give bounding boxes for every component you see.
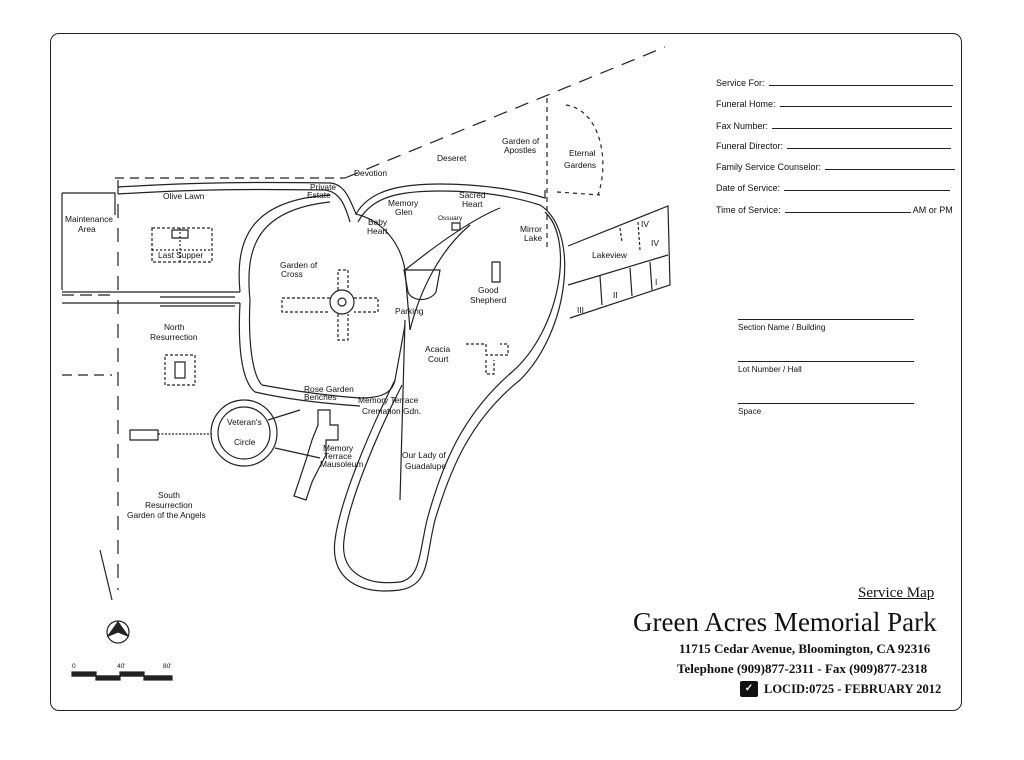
phone-line: Telephone (909)877-2311 - Fax (909)877-2318 bbox=[677, 661, 928, 676]
funeral-director-field[interactable] bbox=[787, 148, 951, 149]
lot-number-label: Lot Number / Hall bbox=[738, 365, 802, 374]
form-row-date-of-service bbox=[716, 183, 950, 193]
lot-number-hall-line[interactable] bbox=[738, 361, 914, 374]
label-ossuary: Ossuary bbox=[438, 215, 463, 222]
locid-line bbox=[740, 681, 941, 697]
space-label: Space bbox=[738, 407, 762, 416]
map-linework bbox=[62, 47, 670, 680]
label-lakeview: Lakeview bbox=[592, 250, 627, 260]
funeral-home-field[interactable] bbox=[780, 106, 952, 107]
form-row-service-for bbox=[716, 78, 953, 88]
form-row-fax-number bbox=[716, 121, 952, 131]
form-label: Fax Number: bbox=[716, 121, 769, 131]
label-section-iii: III bbox=[577, 305, 584, 315]
label-south-resurrection: South Resurrection Garden of the Angels bbox=[127, 490, 206, 520]
form-row-funeral-home bbox=[716, 99, 952, 109]
label-eternal-gardens: Eternal Gardens bbox=[564, 148, 597, 170]
label-last-supper: Last Supper bbox=[158, 250, 204, 260]
label-north-resurrection: North Resurrection bbox=[150, 322, 198, 342]
scale-label-0: 0 bbox=[72, 663, 76, 670]
label-parking: Parking bbox=[395, 306, 424, 316]
label-veterans-circle: Veteran's Circle bbox=[227, 417, 262, 447]
label-maintenance-area: Maintenance Area bbox=[65, 214, 113, 234]
label-memory-glen: Memory Glen bbox=[388, 198, 419, 217]
label-olive-lawn: Olive Lawn bbox=[163, 191, 205, 201]
form-label: Time of Service: bbox=[716, 205, 781, 215]
scale-label-80: 80' bbox=[163, 663, 172, 670]
label-memory-terrace-cremation: Memory Terrace Cremation Gdn. bbox=[358, 395, 422, 416]
locid-text: LOCID:0725 - FEBRUARY 2012 bbox=[764, 681, 942, 696]
label-baby-heart: Baby Heart bbox=[367, 217, 388, 236]
label-devotion: Devotion bbox=[354, 168, 388, 178]
form-label: Service For: bbox=[716, 78, 765, 88]
section-name-building-line[interactable] bbox=[738, 319, 914, 332]
label-acacia-court: Acacia Court bbox=[425, 344, 451, 364]
label-section-iv-a: IV bbox=[641, 219, 649, 229]
address-line: 11715 Cedar Avenue, Bloomington, CA 92316 bbox=[679, 641, 931, 656]
label-section-iv-b: IV bbox=[651, 238, 659, 248]
form-label: Funeral Director: bbox=[716, 141, 784, 151]
label-memory-terrace-mausoleum: Memory Terrace Mausoleum bbox=[320, 443, 364, 469]
label-garden-of-cross: Garden of Cross bbox=[280, 260, 318, 279]
label-rose-garden-benches: Rose Garden Benches bbox=[304, 384, 354, 402]
date-of-service-field[interactable] bbox=[784, 190, 950, 191]
label-good-shepherd: Good Shepherd bbox=[470, 285, 507, 305]
form-label: Date of Service: bbox=[716, 183, 781, 193]
scale-label-40: 40' bbox=[117, 663, 126, 670]
fax-number-field[interactable] bbox=[772, 128, 952, 129]
time-of-service-field[interactable] bbox=[785, 212, 911, 213]
label-private-estate: Private Estate bbox=[307, 182, 337, 200]
family-service-counselor-field[interactable] bbox=[825, 169, 955, 170]
label-garden-of-apostles: Garden of Apostles bbox=[502, 136, 540, 155]
am-pm-suffix: AM or PM bbox=[912, 205, 953, 215]
space-line[interactable] bbox=[738, 403, 914, 416]
service-for-field[interactable] bbox=[769, 85, 953, 86]
label-our-lady-of-guadalupe: Our Lady of Guadalupe bbox=[402, 450, 446, 471]
label-section-ii: II bbox=[613, 290, 618, 300]
label-deseret: Deseret bbox=[437, 153, 467, 163]
form-row-funeral-director bbox=[716, 141, 951, 151]
label-mirror-lake: Mirror Lake bbox=[520, 224, 543, 243]
form-row-family-service-counselor bbox=[716, 162, 955, 172]
service-map-heading: Service Map bbox=[858, 585, 935, 601]
form-label: Funeral Home: bbox=[716, 99, 776, 109]
park-name-title: Green Acres Memorial Park bbox=[633, 607, 937, 637]
form-label: Family Service Counselor: bbox=[716, 162, 822, 172]
logo-icon: ✓ bbox=[740, 681, 758, 697]
form-row-time-of-service bbox=[716, 205, 953, 215]
section-name-label: Section Name / Building bbox=[738, 323, 826, 332]
label-section-i: I bbox=[655, 277, 658, 287]
label-sacred-heart: Sacred Heart bbox=[459, 190, 486, 209]
